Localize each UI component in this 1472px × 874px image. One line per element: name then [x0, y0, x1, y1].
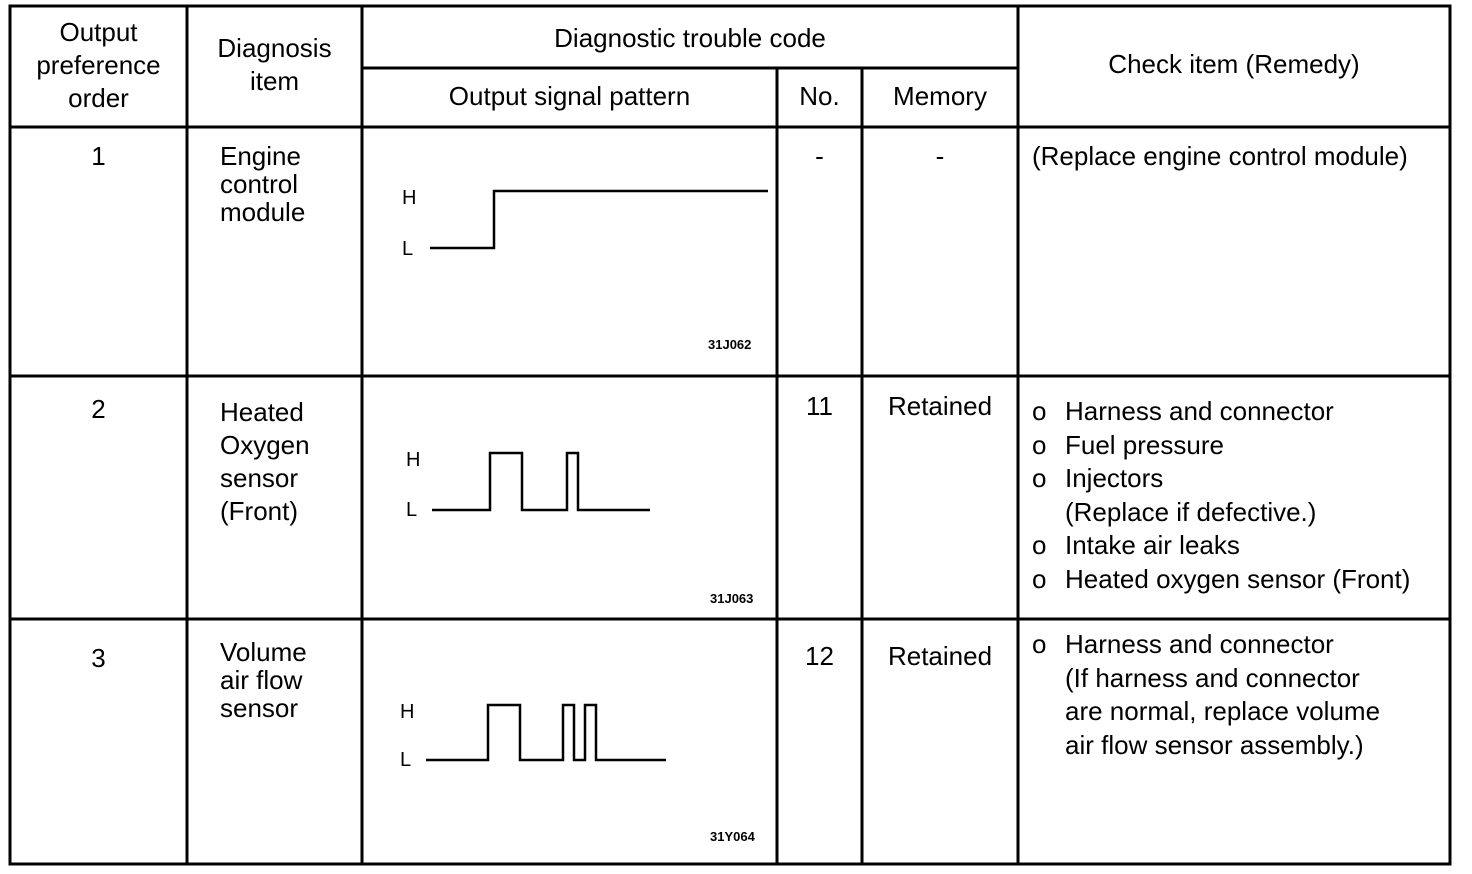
row1-signal-waveform: [400, 180, 775, 260]
header-check-item: Check item (Remedy): [1108, 49, 1360, 79]
signal-trace: [400, 180, 775, 260]
row2-signal-waveform: [400, 442, 775, 522]
wave-high-label: H: [400, 701, 415, 723]
row3-figure-code: 31Y064: [710, 829, 755, 844]
wave-low-label: L: [402, 238, 414, 260]
header-no: No.: [799, 81, 840, 111]
row1-dtc-no: -: [815, 141, 824, 171]
row2-diagnosis-item: Heated Oxygen sensor (Front): [220, 397, 310, 526]
bullet: o: [1032, 563, 1047, 594]
signal-trace: [400, 442, 775, 522]
check-item: [1032, 429, 1410, 463]
wave-high-label: H: [402, 187, 417, 209]
check-text: Harness and connector (If harness and connector are normal, replace volume air flow sensor assembly.): [1065, 629, 1381, 760]
check-text: Heated oxygen sensor (Front): [1065, 563, 1411, 594]
wave-high-label: H: [406, 449, 421, 471]
row1-figure-code: 31J062: [708, 337, 752, 352]
header-memory: Memory: [893, 81, 987, 111]
bullet: o: [1032, 429, 1047, 460]
check-text: Intake air leaks: [1065, 530, 1240, 560]
check-text: Harness and connector: [1065, 396, 1334, 426]
bullet: o: [1032, 463, 1047, 493]
header-diagnostic-trouble-code: Diagnostic trouble code: [554, 23, 826, 53]
check-item: [1032, 628, 1380, 762]
row3-diagnosis-item: Volume air flow sensor: [220, 637, 307, 723]
row2-figure-code: 31J063: [710, 591, 754, 606]
wave-low-label: L: [406, 499, 418, 521]
row2-memory: Retained: [887, 391, 993, 421]
wave-low-label: L: [400, 749, 412, 771]
row3-signal-waveform: [400, 694, 775, 774]
row1-order: 1: [91, 141, 106, 171]
row1-check-item: (Replace engine control module): [1032, 141, 1408, 171]
row1-memory: -: [935, 141, 945, 171]
check-item: [1032, 462, 1410, 529]
header-output-signal-pattern: Output signal pattern: [448, 81, 691, 111]
header-diagnosis-item: Diagnosis item: [217, 33, 332, 96]
check-item: [1032, 395, 1410, 429]
bullet: o: [1032, 629, 1047, 659]
bullet: o: [1032, 396, 1047, 426]
row3-memory: Retained: [887, 641, 993, 671]
check-text: Fuel pressure: [1065, 429, 1224, 460]
check-text: Injectors (Replace if defective.): [1065, 463, 1317, 527]
row3-check-list: [1032, 628, 1380, 762]
row1-diagnosis-item: Engine control module: [220, 141, 306, 227]
check-item: [1032, 529, 1410, 563]
row2-order: 2: [91, 394, 106, 424]
row2-dtc-no: 11: [806, 391, 833, 421]
signal-trace: [400, 694, 775, 774]
row3-dtc-no: 12: [805, 641, 834, 671]
bullet: o: [1032, 530, 1047, 560]
row3-order: 3: [91, 643, 106, 673]
check-item: [1032, 563, 1410, 597]
row2-check-list: [1032, 395, 1410, 596]
header-output-order: Output preference order: [36, 17, 161, 113]
